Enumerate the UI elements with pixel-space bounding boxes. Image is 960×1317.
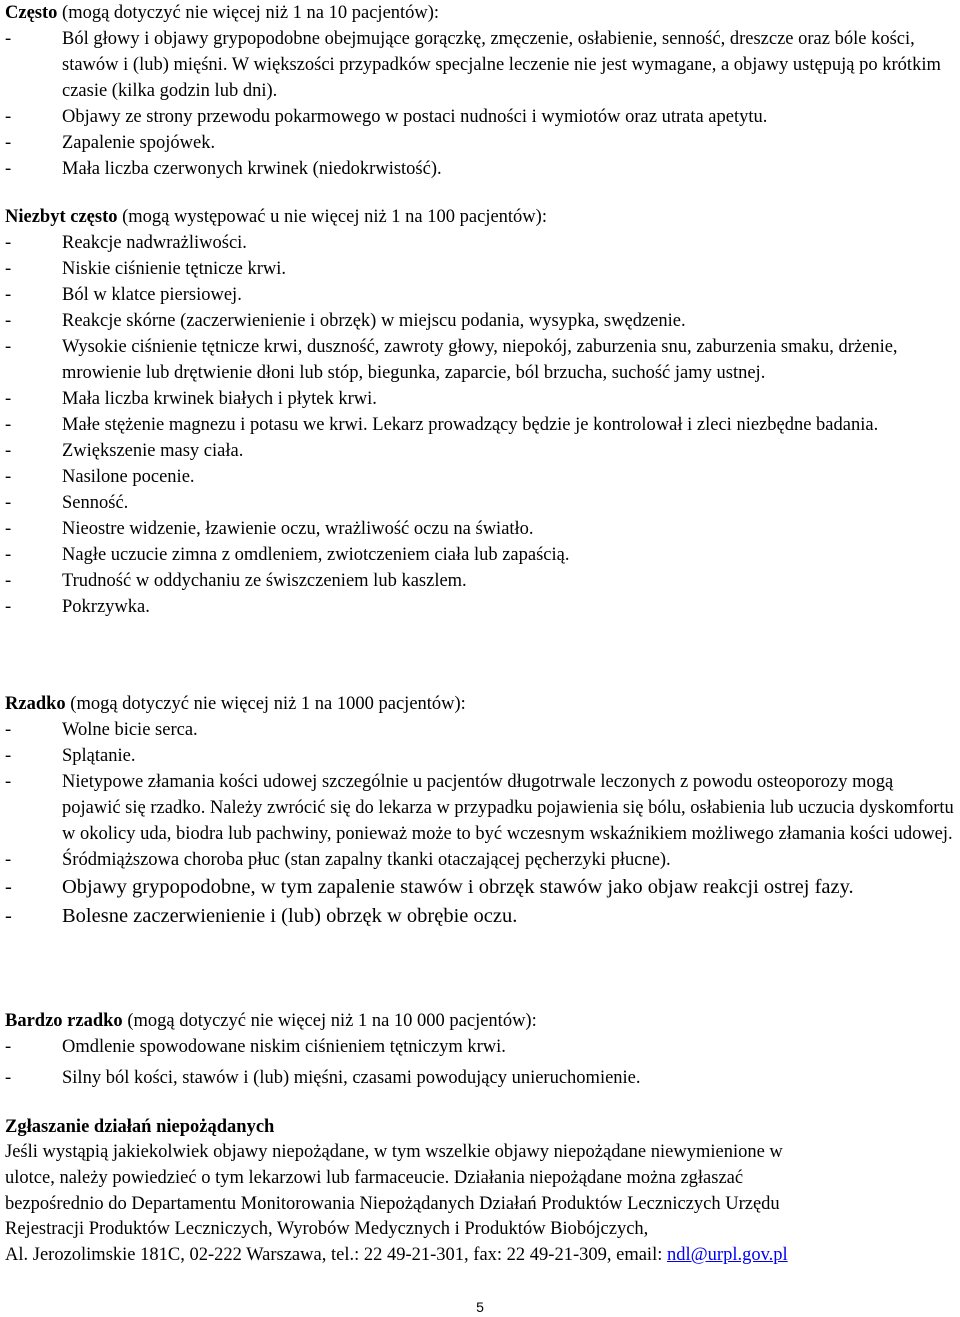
side-effects-list: [5, 26, 955, 182]
section-rare: [5, 691, 955, 930]
section-heading: [5, 691, 955, 717]
reporting-text: [5, 1140, 955, 1269]
page-number: 5: [476, 1299, 484, 1315]
section-heading: [5, 0, 955, 26]
list-item: - Nasilone pocenie.: [5, 467, 195, 487]
frequency-title: Bardzo rzadko: [5, 1011, 123, 1031]
section-very-rare: [5, 1008, 955, 1091]
reporting-address-line: [5, 1243, 955, 1269]
frequency-qualifier: (mogą dotyczyć nie więcej niż 1 na 1000 pacjentów):: [70, 694, 466, 714]
list-item: - Małe stężenie magnezu i potasu we krwi. Lekarz prowadzący będzie je kontrolował i zleci niezbędne badania.: [5, 415, 879, 435]
list-item: - Nagłe uczucie zimna z omdleniem, zwiotczeniem ciała lub zapaścią.: [5, 545, 570, 565]
list-item: - Zapalenie spojówek.: [5, 133, 216, 153]
section-common: [5, 0, 955, 182]
list-item: - Reakcje skórne (zaczerwienienie i obrzęk) w miejscu podania, wysypka, swędzenie.: [5, 311, 686, 331]
frequency-qualifier: (mogą występować u nie więcej niż 1 na 100 pacjentów):: [122, 207, 547, 227]
list-item: - Ból w klatce piersiowej.: [5, 285, 242, 305]
list-item: - Nieostre widzenie, łzawienie oczu, wrażliwość oczu na światło.: [5, 519, 534, 539]
frequency-title: Często: [5, 3, 58, 23]
list-item: - Śródmiąższowa choroba płuc (stan zapalny tkanki otaczającej pęcherzyki płucne).: [5, 850, 671, 870]
list-item: - Objawy ze strony przewodu pokarmowego w postaci nudności i wymiotów oraz utrata apetytu.: [5, 107, 768, 127]
email-link[interactable]: ndl@urpl.gov.pl: [666, 1245, 788, 1266]
list-item: - Wysokie ciśnienie tętnicze krwi, duszność, zawroty głowy, niepokój, zaburzenia snu, zaburzenia smaku, drżenie, mrowienie lub drętwienie dłoni lub stóp, biegunka, zaparcie, ból brzucha, suchość jamy ustnej.: [5, 337, 898, 383]
list-item: - Splątanie.: [5, 746, 136, 766]
reporting-line: Rejestracji Produktów Leczniczych, Wyrobów Medycznych i Produktów Biobójczych,: [5, 1219, 649, 1240]
reporting-line: ulotce, należy powiedzieć o tym lekarzowi lub farmaceucie. Działania niepożądane można zgłaszać: [5, 1167, 744, 1188]
side-effects-list: [5, 230, 955, 620]
frequency-qualifier: (mogą dotyczyć nie więcej niż 1 na 10 pacjentów):: [62, 3, 440, 23]
section-reporting: [5, 1114, 955, 1269]
list-item: - Omdlenie spowodowane niskim ciśnieniem tętniczym krwi.: [5, 1037, 506, 1057]
section-heading: [5, 1008, 955, 1034]
frequency-title: Niezbyt często: [5, 207, 118, 227]
list-item: - Ból głowy i objawy grypopodobne obejmujące gorączkę, zmęczenie, osłabienie, senność, dreszcze oraz bóle kości, stawów i (lub) mięśni. W większości przypadków specjalne leczenie nie jest wymagane, a objawy ustępują po krótkim czasie (kilka godzin lub dni).: [5, 29, 941, 101]
list-item: - Pokrzywka.: [5, 597, 150, 617]
address-text: Al. Jerozolimskie 181C, 02-222 Warszawa, tel.: 22 49-21-301, fax: 22 49-21-309, email:: [5, 1245, 663, 1266]
list-item: - Senność.: [5, 493, 129, 513]
side-effects-list: [5, 717, 955, 930]
list-item: - Nietypowe złamania kości udowej szczególnie u pacjentów długotrwale leczonych z powodu osteoporozy mogą pojawić się rzadko. Należy zwrócić się do lekarza w przypadku pojawienia się bólu, osłabienia lub uczucia dyskomfortu w okolicy uda, biodra lub pachwiny, ponieważ może to być wczesnym wskaźnikiem możliwego złamania kości udowej.: [5, 772, 954, 844]
frequency-qualifier: (mogą dotyczyć nie więcej niż 1 na 10 000 pacjentów):: [127, 1011, 537, 1031]
reporting-line: Jeśli wystąpią jakiekolwiek objawy niepożądane, w tym wszelkie objawy niepożądane niewymienione w: [5, 1142, 783, 1162]
list-item: - Niskie ciśnienie tętnicze krwi.: [5, 259, 286, 279]
side-effects-list: [5, 1034, 955, 1091]
list-item: - Trudność w oddychaniu ze świszczeniem lub kaszlem.: [5, 571, 467, 591]
frequency-title: Rzadko: [5, 694, 66, 714]
reporting-heading: Zgłaszanie działań niepożądanych: [5, 1117, 275, 1137]
list-item: - Silny ból kości, stawów i (lub) mięśni, czasami powodujący unieruchomienie.: [5, 1068, 641, 1088]
list-item: - Mała liczba czerwonych krwinek (niedokrwistość).: [5, 159, 442, 179]
section-uncommon: [5, 204, 955, 620]
list-item: - Mała liczba krwinek białych i płytek krwi.: [5, 389, 377, 409]
list-item: - Zwiększenie masy ciała.: [5, 441, 244, 461]
list-item: - Bolesne zaczerwienienie i (lub) obrzęk w obrębie oczu.: [5, 904, 518, 927]
section-heading: [5, 204, 955, 230]
list-item: - Reakcje nadwrażliwości.: [5, 233, 247, 253]
list-item: - Wolne bicie serca.: [5, 720, 198, 740]
list-item: - Objawy grypopodobne, w tym zapalenie stawów i obrzęk stawów jako objaw reakcji ostrej fazy.: [5, 876, 854, 898]
reporting-line: bezpośrednio do Departamentu Monitorowania Niepożądanych Działań Produktów Leczniczych Urzędu: [5, 1193, 780, 1214]
